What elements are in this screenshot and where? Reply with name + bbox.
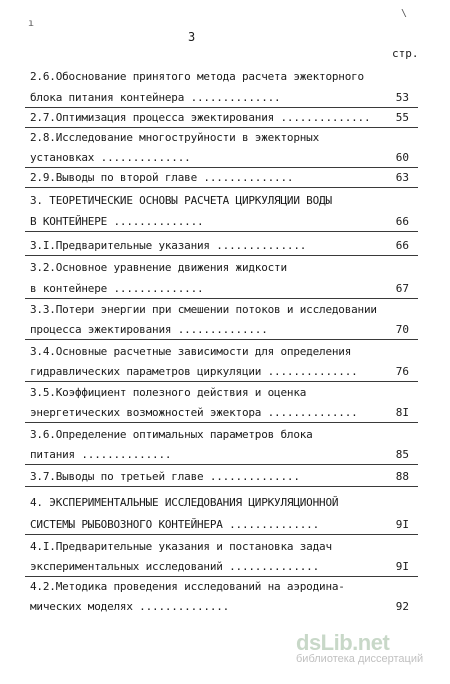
toc-line: энергетических возможностей эжектора ..............	[30, 406, 358, 419]
toc-page: 8I	[395, 406, 409, 419]
toc-line: 4.2.Методика проведения исследований на аэродина-	[30, 580, 345, 593]
toc-line: 3.6.Определение оптимальных параметров блока	[30, 428, 313, 441]
divider	[25, 187, 418, 188]
toc-line: 3.3.Потери энергии при смешении потоков и исследовании	[30, 303, 377, 316]
toc-page: 67	[395, 282, 409, 295]
divider	[25, 255, 418, 256]
toc-line: 2.6.Обоснование принятого метода расчета эжекторного	[30, 70, 364, 83]
divider	[25, 422, 418, 423]
toc-page: 66	[395, 215, 409, 228]
divider	[25, 576, 418, 577]
toc-line: в контейнере ..............	[30, 282, 204, 295]
watermark	[296, 630, 446, 665]
toc-line: СИСТЕМЫ РЫБОВОЗНОГО КОНТЕЙНЕРА ..............	[30, 518, 320, 531]
divider	[25, 464, 418, 465]
toc-page: 70	[395, 323, 409, 336]
scan-mark: ı	[28, 18, 35, 29]
toc-line: 3.I.Предварительные указания ..............	[30, 239, 307, 252]
toc-page: 63	[395, 171, 409, 184]
toc-line: 2.8.Исследование многоструйности в эжекторных	[30, 131, 320, 144]
toc-line: 4. ЭКСПЕРИМЕНТАЛЬНЫЕ ИССЛЕДОВАНИЯ ЦИРКУЛЯЦИОННОЙ	[30, 496, 339, 509]
toc-line: 3.5.Коэффициент полезного действия и оценка	[30, 386, 307, 399]
toc-line: 3. ТЕОРЕТИЧЕСКИЕ ОСНОВЫ РАСЧЕТА ЦИРКУЛЯЦИИ ВОДЫ	[30, 194, 332, 207]
divider	[25, 339, 418, 340]
toc-line: питания ..............	[30, 448, 172, 461]
toc-page: 92	[395, 600, 409, 613]
toc-line: В КОНТЕЙНЕРЕ ..............	[30, 215, 204, 228]
divider	[25, 107, 418, 108]
watermark-logo: dsLib.net	[296, 630, 390, 655]
toc-page: 88	[395, 470, 409, 483]
toc-line: мических моделях ..............	[30, 600, 230, 613]
divider	[25, 486, 418, 487]
toc-line: процесса эжектирования ..............	[30, 323, 268, 336]
scan-mark: \	[401, 8, 408, 19]
watermark-subtitle: библиотека диссертаций	[296, 653, 424, 665]
toc-line: 3.4.Основные расчетные зависимости для определения	[30, 345, 352, 358]
page-number: 3	[188, 30, 196, 44]
toc-page: 53	[395, 91, 409, 104]
toc-line: 2.7.Оптимизация процесса эжектирования ..............	[30, 111, 371, 124]
toc-line: установках ..............	[30, 151, 191, 164]
divider	[25, 381, 418, 382]
toc-line: 2.9.Выводы по второй главе ..............	[30, 171, 294, 184]
toc-line: 3.2.Основное уравнение движения жидкости	[30, 261, 287, 274]
toc-page: 9I	[395, 560, 409, 573]
toc-page: 85	[395, 448, 409, 461]
divider	[25, 298, 418, 299]
divider	[25, 231, 418, 232]
toc-page: 55	[395, 111, 409, 124]
divider	[25, 167, 418, 168]
toc-page: 9I	[395, 518, 409, 531]
toc-page: 76	[395, 365, 409, 378]
divider	[25, 127, 418, 128]
toc-line: блока питания контейнера ..............	[30, 91, 281, 104]
toc-page: 60	[395, 151, 409, 164]
toc-line: гидравлических параметров циркуляции ..............	[30, 365, 358, 378]
toc-line: 4.I.Предварительные указания и постановка задач	[30, 540, 332, 553]
divider	[25, 534, 418, 535]
toc-page: 66	[395, 239, 409, 252]
toc-line: экспериментальных исследований ..............	[30, 560, 320, 573]
toc-line: 3.7.Выводы по третьей главе ..............	[30, 470, 300, 483]
pages-column-label: стр.	[392, 47, 419, 60]
